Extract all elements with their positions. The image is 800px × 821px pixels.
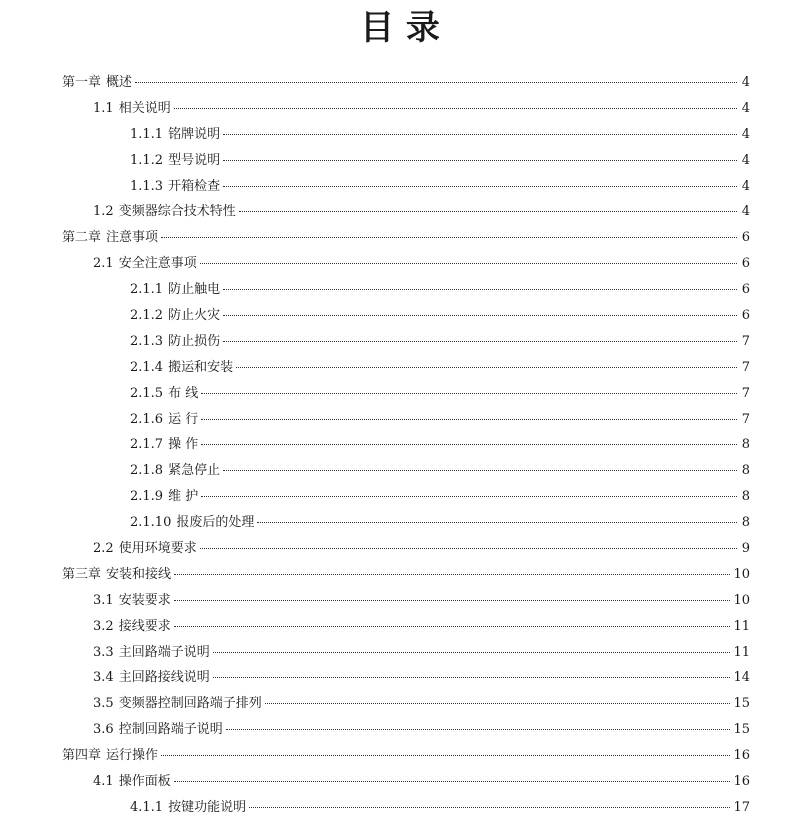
toc-entry-label: 防止火灾 [168,308,221,324]
toc-entry-number: 2.1.10 [130,515,172,531]
toc-entry[interactable] [0,225,800,251]
toc-entry[interactable] [0,510,800,536]
toc-entry-label: 相关说明 [118,100,171,116]
toc-entry[interactable] [0,355,800,381]
toc-entry-page-number: 9 [741,541,750,557]
dot-leader [135,82,737,83]
toc-entry[interactable] [0,536,800,562]
toc-list [0,70,800,821]
toc-entry-number: 第一章 [62,75,102,90]
toc-entry[interactable] [0,199,800,225]
toc-entry-number: 2.2 [93,541,114,557]
toc-entry-label: 安装要求 [118,592,171,608]
toc-entry[interactable] [0,329,800,355]
toc-entry[interactable] [0,407,800,433]
toc-entry-page-number: 4 [741,204,750,220]
toc-entry-number: 2.1.3 [130,333,164,349]
toc-entry[interactable] [0,174,800,200]
toc-entry-label: 防止触电 [168,282,221,298]
toc-entry-label: 运 行 [168,411,199,427]
dot-leader [223,289,737,290]
toc-entry-page-number: 6 [741,308,750,324]
toc-entry[interactable] [0,303,800,329]
dot-leader [239,211,737,212]
toc-entry-page-number: 6 [741,256,750,272]
toc-entry-label: 操作面板 [118,774,171,790]
toc-entry-number: 2.1.1 [130,282,164,298]
toc-entry-number: 3.4 [93,670,114,686]
dot-leader [200,548,737,549]
toc-entry[interactable] [0,795,800,821]
toc-entry-page-number: 8 [741,515,750,531]
toc-entry-label: 型号说明 [168,152,221,168]
toc-entry-number: 第三章 [62,566,102,582]
toc-entry-page-number: 4 [741,100,750,116]
toc-entry-label: 布 线 [168,385,199,401]
dot-leader [174,600,731,601]
toc-entry-number: 3.5 [93,696,114,712]
toc-entry-page-number: 8 [741,489,750,505]
dot-leader [223,470,737,471]
toc-entry[interactable] [0,458,800,484]
toc-entry-label: 变频器控制回路端子排列 [118,696,262,712]
toc-entry-number: 4.1 [93,774,114,790]
toc-entry-number: 1.2 [93,204,114,220]
toc-entry-page-number: 4 [741,75,750,90]
toc-entry-label: 搬运和安装 [168,359,234,375]
toc-entry[interactable] [0,70,800,96]
toc-entry-label: 主回路接线说明 [118,670,210,686]
dot-leader [161,237,737,238]
toc-entry-page-number: 16 [733,748,750,764]
toc-entry-number: 2.1.2 [130,308,164,324]
toc-entry-number: 2.1.8 [130,463,164,479]
dot-leader [200,263,737,264]
dot-leader [213,677,731,678]
toc-entry-page-number: 15 [733,696,750,712]
toc-entry-label: 运行操作 [106,748,159,764]
toc-entry-number: 1.1 [93,100,114,116]
toc-entry-number: 1.1.2 [130,152,164,168]
toc-entry[interactable] [0,432,800,458]
toc-entry-number: 第二章 [62,230,102,246]
toc-entry[interactable] [0,381,800,407]
dot-leader [201,393,737,394]
toc-entry[interactable] [0,562,800,588]
toc-entry-label: 开箱检查 [168,178,221,194]
toc-entry-label: 变频器综合技术特性 [118,204,236,220]
toc-entry-label: 安装和接线 [106,566,172,582]
toc-entry-page-number: 6 [741,230,750,246]
toc-entry-number: 3.6 [93,722,114,738]
toc-entry-page-number: 7 [741,385,750,401]
toc-entry[interactable] [0,122,800,148]
toc-entry-label: 使用环境要求 [118,541,197,557]
dot-leader [223,315,737,316]
toc-entry[interactable] [0,769,800,795]
toc-entry-page-number: 7 [741,359,750,375]
toc-entry-label: 操 作 [168,437,199,453]
toc-entry-number: 3.3 [93,644,114,660]
toc-entry-page-number: 4 [741,126,750,142]
toc-entry-label: 报废后的处理 [176,515,255,531]
toc-entry-page-number: 4 [741,178,750,194]
toc-entry-number: 1.1.1 [130,126,164,142]
toc-entry[interactable] [0,640,800,666]
toc-entry-page-number: 7 [741,411,750,427]
toc-entry-label: 主回路端子说明 [118,644,210,660]
toc-entry-label: 防止损伤 [168,333,221,349]
toc-entry-number: 2.1.7 [130,437,164,453]
toc-entry-number: 2.1.4 [130,359,164,375]
toc-entry[interactable] [0,614,800,640]
dot-leader [201,444,737,445]
toc-entry-number: 2.1.6 [130,411,164,427]
toc-entry-label: 铭牌说明 [168,126,221,142]
toc-entry-page-number: 14 [733,670,750,686]
toc-entry[interactable] [0,743,800,769]
toc-entry[interactable] [0,484,800,510]
toc-entry[interactable] [0,717,800,743]
dot-leader [174,108,737,109]
dot-leader [236,367,737,368]
toc-entry-page-number: 6 [741,282,750,298]
toc-entry-page-number: 11 [733,644,750,660]
toc-entry[interactable] [0,691,800,717]
toc-entry-page-number: 7 [741,333,750,349]
dot-leader [174,626,731,627]
dot-leader [201,419,737,420]
toc-entry[interactable] [0,665,800,691]
toc-entry-number: 1.1.3 [130,178,164,194]
toc-entry-number: 2.1.5 [130,385,164,401]
dot-leader [223,341,737,342]
toc-entry-page-number: 10 [733,592,750,608]
dot-leader [257,522,737,523]
toc-entry[interactable] [0,277,800,303]
dot-leader [174,574,730,575]
toc-entry-page-number: 8 [741,437,750,453]
dot-leader [213,652,731,653]
toc-entry-number: 3.1 [93,592,114,608]
toc-entry-label: 维 护 [168,489,199,505]
toc-entry-label: 注意事项 [106,230,159,246]
toc-entry-label: 按键功能说明 [168,799,247,815]
dot-leader [265,703,731,704]
toc-entry[interactable] [0,96,800,122]
toc-title: 目 录 [360,8,440,48]
dot-leader [223,134,737,135]
toc-entry-number: 2.1 [93,256,114,272]
toc-entry-label: 安全注意事项 [118,256,197,272]
toc-entry-label: 概述 [106,75,133,90]
dot-leader [223,160,737,161]
toc-entry-page-number: 10 [733,566,750,582]
toc-entry-number: 4.1.1 [130,799,164,815]
toc-entry-page-number: 16 [733,774,750,790]
toc-entry-page-number: 15 [733,722,750,738]
toc-entry-number: 第四章 [62,748,102,764]
toc-entry-label: 控制回路端子说明 [118,722,223,738]
toc-entry-number: 3.2 [93,618,114,634]
dot-leader [223,186,737,187]
toc-entry-page-number: 8 [741,463,750,479]
toc-entry[interactable] [0,251,800,277]
toc-entry-page-number: 4 [741,152,750,168]
dot-leader [226,729,731,730]
toc-entry[interactable] [0,148,800,174]
toc-entry-page-number: 17 [733,799,750,815]
toc-entry-number: 2.1.9 [130,489,164,505]
dot-leader [201,496,737,497]
toc-entry-label: 紧急停止 [168,463,221,479]
toc-entry-page-number: 11 [733,618,750,634]
toc-entry[interactable] [0,588,800,614]
dot-leader [174,781,731,782]
dot-leader [161,755,730,756]
dot-leader [249,807,730,808]
toc-entry-label: 接线要求 [118,618,171,634]
